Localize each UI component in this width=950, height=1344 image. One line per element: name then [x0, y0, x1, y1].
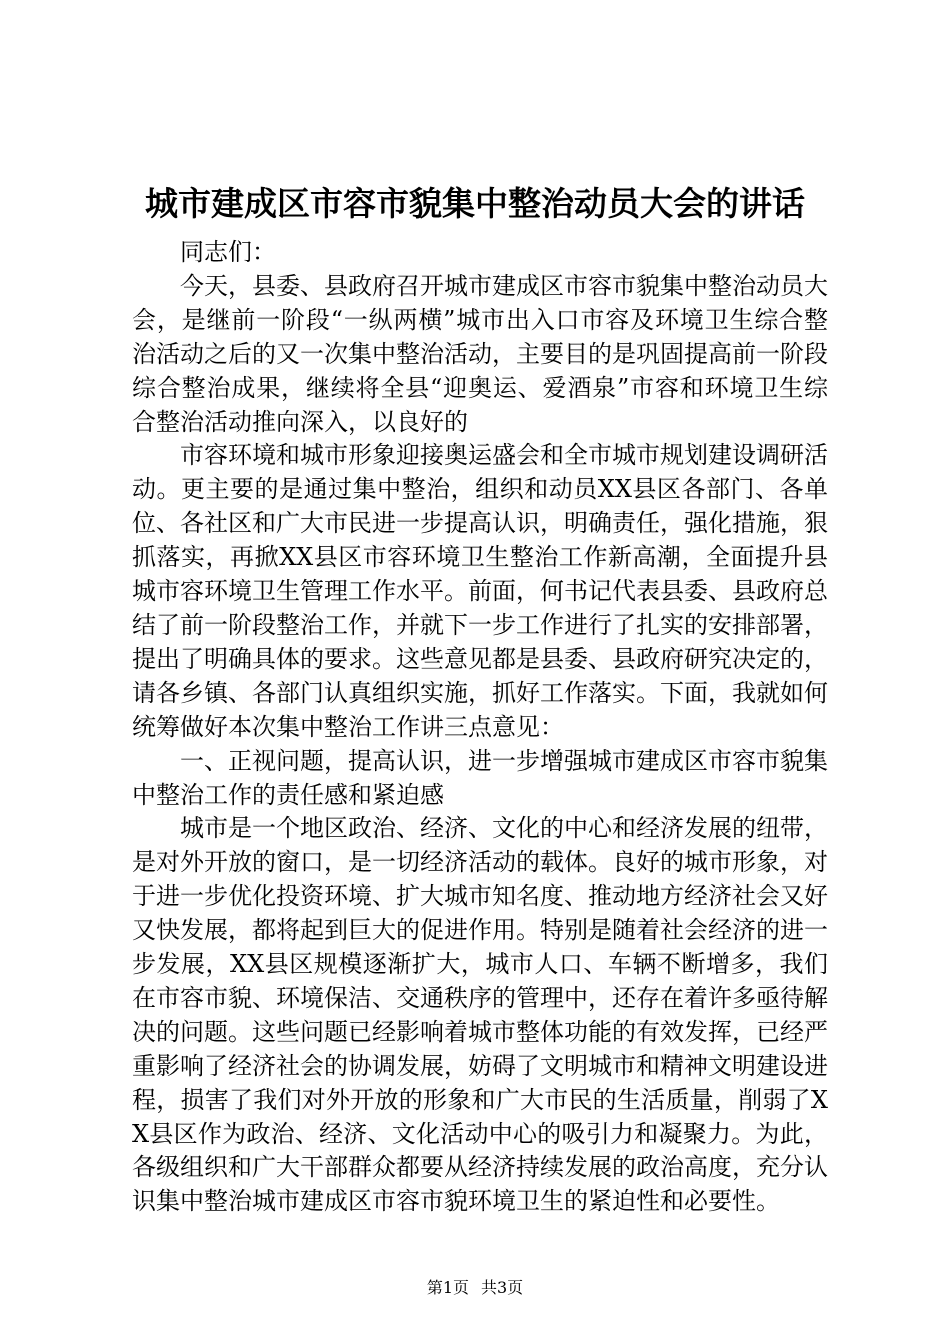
- page-footer: [0, 1278, 950, 1298]
- section-heading: 一、正视问题，提高认识，进一步增强城市建成区市容市貌集中整治工作的责任感和紧迫感: [132, 746, 828, 809]
- paragraph: 城市是一个地区政治、经济、文化的中心和经济发展的纽带，是对外开放的窗口，是一切经济活动的载体。良好的城市形象，对于进一步优化投资环境、扩大城市知名度、推动地方经济社会又好又快发展，都将起到巨大的促进作用。特别是随着社会经济的进一步发展，XX县区规模逐渐扩大，城市人口、车辆不断增多，我们在市容市貌、环境保洁、交通秩序的管理中，还存在着许多亟待解决的问题。这些问题已经影响着城市整体功能的有效发挥，已经严重影响了经济社会的协调发展，妨碍了文明城市和精神文明建设进程，损害了我们对外开放的形象和广大市民的生活质量，削弱了XX县区作为政治、经济、文化活动中心的吸引力和凝聚力。为此，各级组织和广大干部群众都要从经济持续发展的政治高度，充分认识集中整治城市建成区市容市貌环境卫生的紧迫性和必要性。: [132, 814, 828, 1216]
- paragraph: 今天，县委、县政府召开城市建成区市容市貌集中整治动员大会，是继前一阶段“一纵两横”城市出入口市容及环境卫生综合整治活动之后的又一次集中整治活动，主要目的是巩固提高前一阶段综合整治成果，继续将全县“迎奥运、爱酒泉”市容和环境卫生综合整治活动推向深入，以良好的: [132, 271, 828, 436]
- page-number: 第1页: [426, 1278, 469, 1297]
- page-total: 共3页: [481, 1278, 524, 1297]
- paragraph: 市容环境和城市形象迎接奥运盛会和全市城市规划建设调研活动。更主要的是通过集中整治，组织和动员XX县区各部门、各单位、各社区和广大市民进一步提高认识，明确责任，强化措施，狠抓落实，再掀XX县区市容环境卫生整治工作新高潮，全面提升县城市容环境卫生管理工作水平。前面，何书记代表县委、县政府总结了前一阶段整治工作，并就下一步工作进行了扎实的安排部署，提出了明确具体的要求。这些意见都是县委、县政府研究决定的，请各乡镇、各部门认真组织实施，抓好工作落实。下面，我就如何统筹做好本次集中整治工作讲三点意见：: [132, 441, 828, 741]
- document-title: 城市建成区市容市貌集中整治动员大会的讲话: [145, 184, 805, 223]
- salutation: 同志们：: [180, 238, 276, 266]
- document-body: [132, 236, 828, 1219]
